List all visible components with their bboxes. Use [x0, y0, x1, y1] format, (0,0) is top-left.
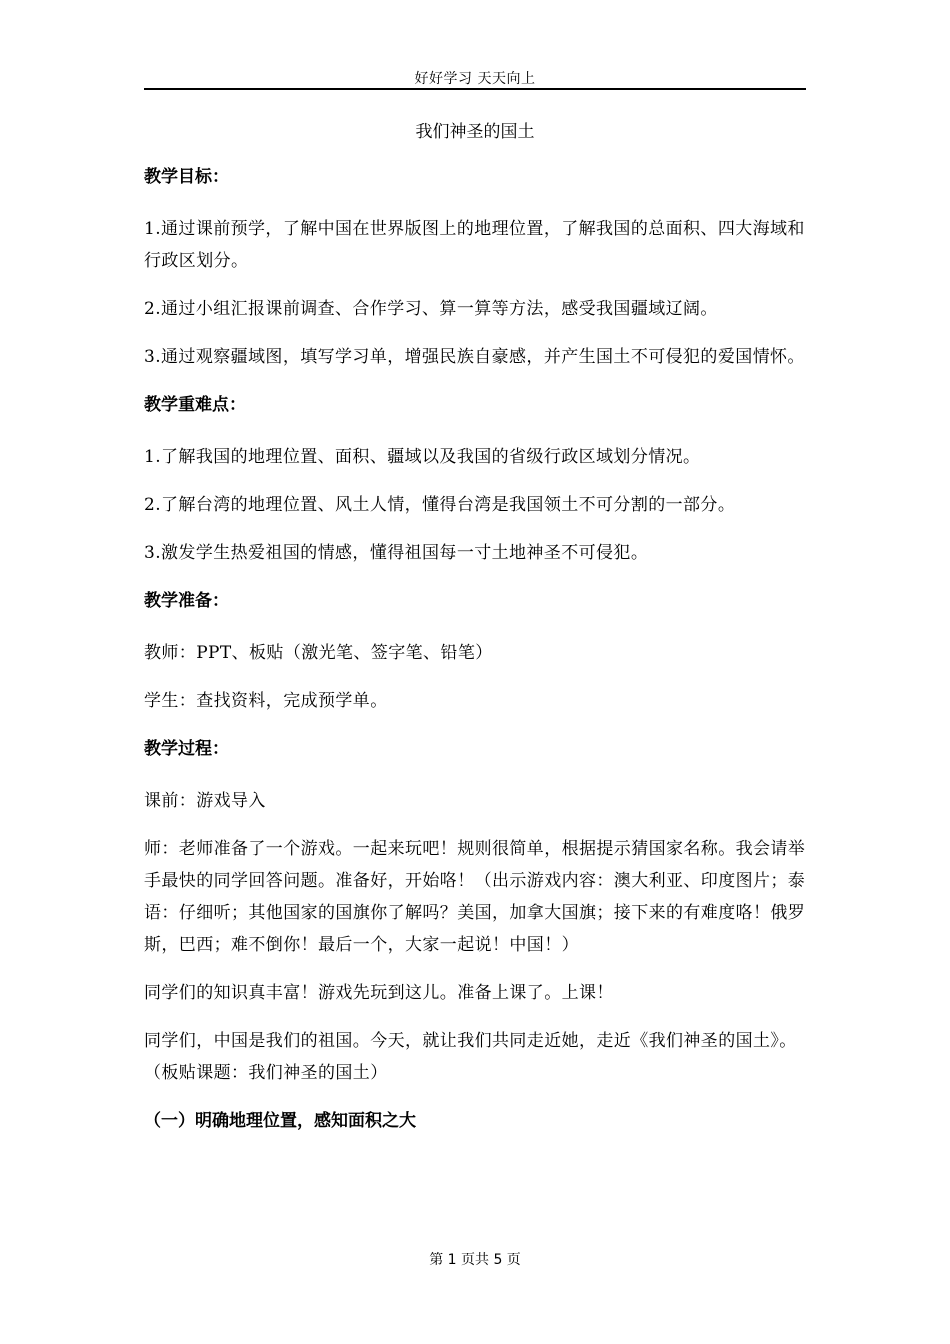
key-point-item: 2.了解台湾的地理位置、风土人情，懂得台湾是我国领土不可分割的一部分。	[144, 495, 736, 515]
section-heading-goals: 教学目标：	[144, 167, 229, 187]
document-body	[144, 165, 808, 1157]
section-heading-preparation: 教学准备：	[144, 591, 229, 611]
process-paragraph: 课前：游戏导入	[144, 791, 266, 811]
goal-item: 2.通过小组汇报课前调查、合作学习、算一算等方法，感受我国疆域辽阔。	[144, 299, 718, 319]
process-paragraph: 同学们，中国是我们的祖国。今天，就让我们共同走近她，走近《我们神圣的国土》。（板贴课题：我们神圣的国土）	[144, 1031, 797, 1083]
process-paragraph: 师：老师准备了一个游戏。一起来玩吧！规则很简单，根据提示猜国家名称。我会请举手最快的同学回答问题。准备好，开始咯！（出示游戏内容：澳大利亚、印度图片；泰语：仔细听；其他国家的国旗你了解吗？美国，加拿大国旗；接下来的有难度咯！俄罗斯，巴西；难不倒你！最后一个，大家一起说！中国！）	[144, 839, 806, 955]
process-paragraph: 同学们的知识真丰富！游戏先玩到这儿。准备上课了。上课！	[144, 983, 614, 1003]
goal-item: 3.通过观察疆域图，填写学习单，增强民族自豪感，并产生国土不可侵犯的爱国情怀。	[144, 347, 805, 367]
header-divider	[144, 88, 806, 90]
preparation-item: 学生：查找资料，完成预学单。	[144, 691, 388, 711]
key-point-item: 1.了解我国的地理位置、面积、疆域以及我国的省级行政区域划分情况。	[144, 447, 701, 467]
goal-item: 1.通过课前预学，了解中国在世界版图上的地理位置，了解我国的总面积、四大海域和行政区划分。	[144, 219, 805, 271]
page-number: 第 1 页共 5 页	[429, 1252, 521, 1268]
preparation-item: 教师：PPT、板贴（激光笔、签字笔、铅笔）	[144, 643, 493, 663]
subsection-heading: （一）明确地理位置，感知面积之大	[144, 1111, 416, 1131]
section-heading-key-points: 教学重难点：	[144, 395, 246, 415]
document-title: 我们神圣的国土	[415, 122, 535, 142]
page-header-text: 好好学习 天天向上	[414, 71, 536, 87]
section-heading-process: 教学过程：	[144, 739, 229, 759]
key-point-item: 3.激发学生热爱祖国的情感，懂得祖国每一寸土地神圣不可侵犯。	[144, 543, 649, 563]
